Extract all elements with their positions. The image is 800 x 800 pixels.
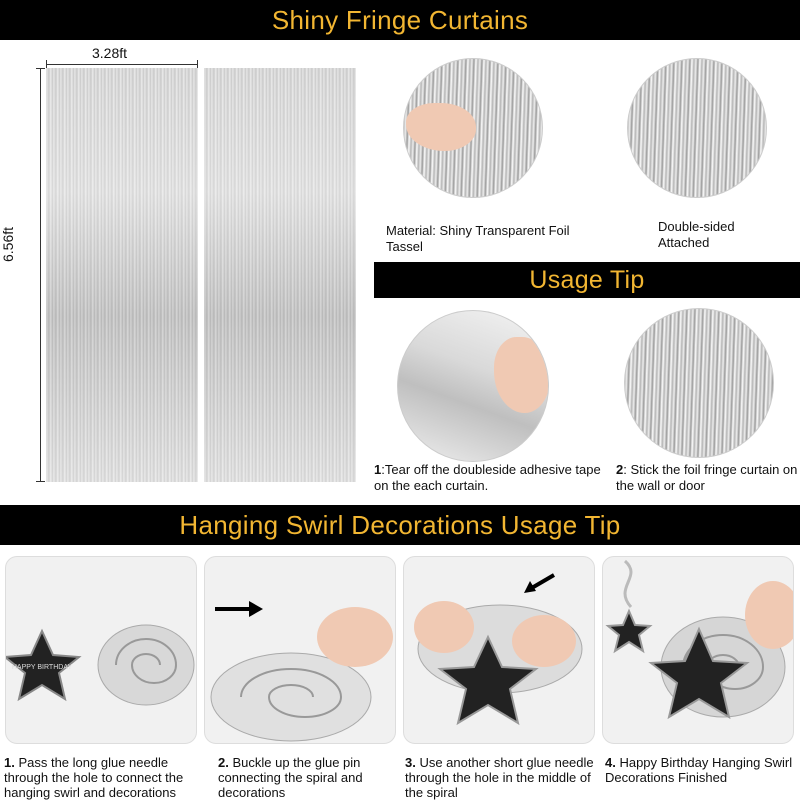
swirl-step-photo bbox=[204, 556, 396, 744]
step-text: Use another short glue needle through the hole in the middle of the spiral bbox=[405, 755, 594, 800]
arrow-icon bbox=[249, 601, 263, 617]
tear-tape-photo bbox=[397, 310, 549, 462]
curtain-panel-right bbox=[204, 68, 356, 482]
swirl-step-photo bbox=[5, 556, 197, 744]
step-separator: : bbox=[381, 462, 385, 477]
swirl-illustration bbox=[205, 557, 396, 744]
material-closeup-photo bbox=[403, 58, 543, 198]
step-number: 2 bbox=[616, 462, 624, 477]
swirl-illustration bbox=[6, 557, 197, 744]
swirl-step-photo bbox=[403, 556, 595, 744]
width-label: 3.28ft bbox=[92, 45, 128, 61]
badge-label: HAPPY BIRTHDAY bbox=[11, 664, 73, 671]
swirl-step-caption bbox=[605, 755, 800, 785]
swirl-step-caption bbox=[405, 755, 601, 800]
section-banner-usage bbox=[374, 262, 800, 298]
height-label: 6.56ft bbox=[0, 226, 16, 262]
width-dimension-line bbox=[46, 64, 198, 65]
step-number: 2. bbox=[218, 755, 229, 770]
step-number: 1 bbox=[374, 462, 382, 477]
step-text: Buckle up the glue pin connecting the spiral and decorations bbox=[218, 755, 363, 800]
hand-graphic bbox=[494, 337, 549, 413]
height-dimension-line bbox=[40, 68, 41, 482]
hand-graphic bbox=[406, 103, 476, 151]
swirl-step-caption bbox=[4, 755, 200, 800]
swirl-illustration bbox=[603, 557, 794, 744]
step-text: Stick the foil fringe curtain on the wall or door bbox=[616, 462, 798, 493]
double-sided-caption: Double-sided Attached bbox=[658, 219, 735, 250]
section-banner-swirl bbox=[0, 505, 800, 545]
hand-graphic bbox=[512, 615, 576, 667]
swirl-illustration bbox=[404, 557, 595, 744]
dimension-tick bbox=[36, 481, 45, 482]
step-text: Tear off the doubleside adhesive tape on the each curtain. bbox=[374, 462, 601, 493]
section-title: Shiny Fringe Curtains bbox=[271, 4, 529, 35]
step-text: Happy Birthday Hanging Swirl Decorations Finished bbox=[605, 755, 793, 785]
swirl-step-caption bbox=[218, 755, 414, 800]
step-number: 3. bbox=[405, 755, 416, 770]
step-separator: : bbox=[623, 462, 627, 477]
usage-step-caption bbox=[616, 462, 800, 494]
curtain-panel-left bbox=[46, 68, 198, 482]
double-sided-closeup-photo bbox=[627, 58, 767, 198]
swirl-step-photo bbox=[602, 556, 794, 744]
step-text: Pass the long glue needle through the hole to connect the hanging swirl and decorations bbox=[4, 755, 184, 800]
section-title: Usage Tip bbox=[529, 265, 645, 294]
star-decoration-small bbox=[608, 611, 650, 651]
section-title: Hanging Swirl Decorations Usage Tip bbox=[179, 509, 621, 540]
step-number: 4. bbox=[605, 755, 616, 770]
hand-graphic bbox=[317, 607, 393, 667]
hand-graphic bbox=[414, 601, 474, 653]
dimension-tick bbox=[36, 68, 45, 69]
step-number: 1. bbox=[4, 755, 15, 770]
stick-curtain-photo bbox=[624, 308, 774, 458]
section-banner-curtains bbox=[0, 0, 800, 40]
material-caption: Material: Shiny Transparent Foil Tassel bbox=[386, 223, 570, 254]
usage-step-caption bbox=[374, 462, 614, 494]
